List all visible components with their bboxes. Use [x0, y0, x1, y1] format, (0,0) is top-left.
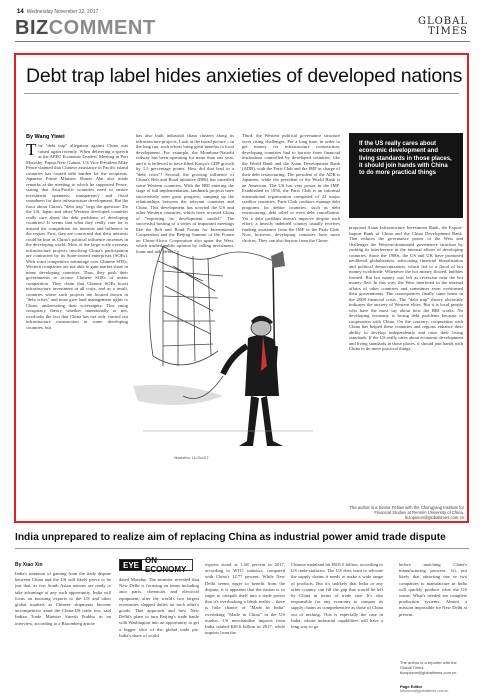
- section-title-part1: BIZ: [15, 17, 49, 39]
- second-article-headline: India unprepared to realize aim of replacing China as industrial power amid trade dispute: [15, 532, 446, 543]
- article-headline: Debt trap label hides anxieties of developed nations: [26, 65, 463, 87]
- illustration-credit: Illustration: Liu Rui/GT: [174, 456, 209, 460]
- eye-on-economy-badge: [119, 556, 193, 574]
- cartoon-illustration: [123, 236, 318, 461]
- article-column-3-text: Third, the Western political governance structure faces rising challenges. For a long time, in order to get money for infrastructure construction, developing countries had to borrow from financial institutions controlled by developed countries, like the World Bank and the Asian Development Bank (ADB), with the Paris Club and the IMF in charge of their debt restructuring. The president of the ADB is Japanese, while the president of the World Bank is an American. The US has veto power in the IMF. Established in 1956, the Paris Club is an informal international organization composed of 22 major creditor countries. Paris Club creditors manage debt programs for debtor countries, such as debt restructuring, debt relief or even debt cancellation. Yet a debt problem doesn't improve despite such effort; a heavily indebted country usually receives funding assistance from the IMF or the Paris Club. Now, however, developing countries have more choices. They can also borrow from the China-: [242, 133, 340, 243]
- second-article-column-2-text: dated Monday. The minister revealed that New Delhi is focusing on items including auto parts, chemicals and electrical equipment, after the world's two largest economies slapped duties on each other's goods. That approach and how New Delhi's plans to turn Beijing's trade battle with Washington into an opportunity to get a bigger slice of the global trade pie. India's share of world: [119, 577, 199, 638]
- article-byline: By Wang Yiwei: [26, 134, 65, 140]
- page-editor-info: [400, 684, 448, 693]
- ground-shadow: [133, 385, 223, 405]
- author-credit: The author is a Senior Fellow with the Chongyang Institute for Financial Studies at Renmin University of China. bizopinion@globaltimes.com.cn: [349, 505, 464, 520]
- drop-cap: T: [26, 143, 37, 159]
- second-article-column-1-text: India's intention of gaining from the trade dispute between China and the US will likely prove to be just that, as few South Asian nations are ready to take advantage of any such opportunity. India will focus on boosting exports to the US and other global markets as Chinese shipments become uncompetitive amid the China-US trade row, said Indian Trade Minister Suresh Prabhu in an interview, according to a Bloomberg article: [15, 571, 111, 626]
- second-article-author-note: The author is a reporter with the Global Times. bizopinion@globaltimes.com.cn: [400, 660, 457, 675]
- second-article-column-4-text: Chinese mainland hit $505.5 billion, according to US trade statistics. The US does want to relocate the supply chains it needs to make a wide range of products. But it's unlikely that India or any other country can fill the gap that would be left by China in terms of trade size. It's also responsible for any economy to conquer its supply chains as comprehensive as those of China out of nothing. This is especially the case in India, whose industrial capabilities will have a long way to go: [291, 562, 383, 630]
- edition-date: Wednesday November 22, 2017: [26, 9, 99, 15]
- second-article-column-1: [15, 571, 111, 691]
- economy-label: ON ECONOMY: [145, 556, 187, 574]
- section-title: [15, 17, 156, 40]
- article-column-2-text: has also built industrial chain clusters along its infrastructure projects. Look at the broad picture – in the long run, such efforts bring great benefits to local development. For example, the Mombasa-Nairobi railway has been operating for more than one year, and it is believed to have lifted Kenya's GDP growth by 1.5 percentage points. How did that lead to a "debt crisis"? Second, the growing influence of China's Belt and Road initiative (BRI) has unsettled some Western countries. With the BRI entering the stage of full implementation, landmark projects have successively seen great progress, ramping up the relationships between the relevant countries and China. This development has worried the US and other Western countries, which have accused China of "exporting its development model." The successful hosting of a series of important meetings like the Belt and Road Forum for International Cooperation and the Beijing Summit of the Forum on China-Africa Cooperation also upset the West, which trashed public opinion by calling investment, loans and aid "debts.": [136, 133, 234, 254]
- page-editor-email: lizhencun@globaltimes.com.cn: [400, 689, 449, 693]
- second-article-column-3-text: exports stood at 1.68 percent in 2017, according to WTO statistics, compared with China's 12.77 percent. While New Delhi seems eager to benefit from the dispute, it is apparent that the nation is so eager to catapult itself into a trade power that it's overlooking a bleak reality – there is little chance of "Made in India" overtaking "Made in China" in the US market. US merchandise imports from India totaled $48.6 billion in 2017, while imports from the: [205, 562, 285, 636]
- article-column-4: [349, 225, 463, 505]
- page-editor-label: Page Editor: [400, 684, 423, 689]
- edition-line: [17, 9, 98, 15]
- pull-quote: If the US really cares about economic development and living standards in those places, it should join hands with China to do more practical things: [349, 133, 463, 218]
- second-article-column-5: [399, 562, 467, 658]
- article-column-4-text: proposed Asian Infrastructure Investment Bank, the Export-Import Bank of China and the China Development Bank. That reduces the governance power of the West and challenges the Western-dominated governance structure by curbing its interference in the internal affairs of developing countries. Since the 1980s, the US and UK have promoted neoliberal globalization, advocating financial liberalization and political democratization, which led to a flood of hot money worldwide. Whenever the hot money flowed, bubbles formed. But hot money was left as recession near the hot money fled. In this way, the West interfered in the internal affairs of other countries and sometimes even overturned their governments. The consequences finally came home in the 2008 financial crisis. The "debt trap" theory obviously indicates the anxiety of Western elites. But it is local people who have the most say about how the BRI works. No developing economy is facing debt problems because of cooperation with China. On the contrary, cooperation with China has helped these countries and regions enhance their ability to develop independently and raise their living standards. If the US really cares about economic development and living standards in those places, it should join hands with China to do more practical things.: [349, 225, 463, 351]
- second-article-column-2: [119, 577, 199, 691]
- article-column-1-text: he "debt trap" allegation against China was raised again recently. When delivering a speech at the APEC Economic Leaders' Meeting in Port Moresby, Papua New Guinea, US Vice President Mike Pence claimed that Chinese assistance to Pacific island countries has caused debt burden for the recipients. Japanese Prime Minister Shinzo Abe also made remarks at the meeting to which he supported Pence, stating that Asia-Pacific countries need to ensure investment openness, transparency and fiscal soundness for their infrastructure development. But the furor about China's "debt trap" begs the question: Do the US, Japan and other Western developed countries really care about the debt problems of developing countries? It seems that what they really care for is instead the competition for interests and influence in the region. First, they are concerned that their interests could be hurt as China's political influence increases in the developing world. Most of the large-scale overseas infrastructure projects involving China's participation are contracted by its State-owned enterprises (SOEs). With scant competitive advantage over Chinese SOEs, Western companies are not able to gain market share in many developing countries. Thus, they push their governments to accuse Chinese SOEs of unfair competition. They claim that Chinese SOEs boost infrastructure investment at all costs, and as a result, countries where such projects are located drown in "debt crises" and must give land management rights to China, undercutting their sovereignty. This smug conspiracy theory whether intentionally or not, overlooks the fact that China has not only carried out infrastructure construction in some developing countries, but: [26, 143, 128, 330]
- section-title-part2: COMMENT: [48, 17, 156, 39]
- page-number: 14: [17, 9, 24, 15]
- second-headline-divider: [15, 548, 469, 549]
- brand-logo: [418, 17, 468, 37]
- masthead: [15, 16, 470, 42]
- second-article-column-5-text: before matching China's manufacturing prowess. It's not likely that attracting one or two companies to manufacture in India will quickly produce what the US wants. What's needed are complete production systems. Almost a mission impossible for New Delhi at present.: [399, 562, 467, 617]
- article-column-1: [26, 143, 128, 515]
- flag-shape: [271, 251, 285, 268]
- headline-divider: [24, 93, 459, 94]
- second-article-byline: By Xiao Xin: [15, 562, 43, 568]
- eye-label: EYE: [120, 560, 142, 570]
- brand-line2: TIMES: [427, 26, 468, 37]
- second-article-column-4: [291, 562, 383, 691]
- second-article-column-3: [205, 562, 285, 691]
- brand-line1: GLOBAL: [417, 16, 468, 27]
